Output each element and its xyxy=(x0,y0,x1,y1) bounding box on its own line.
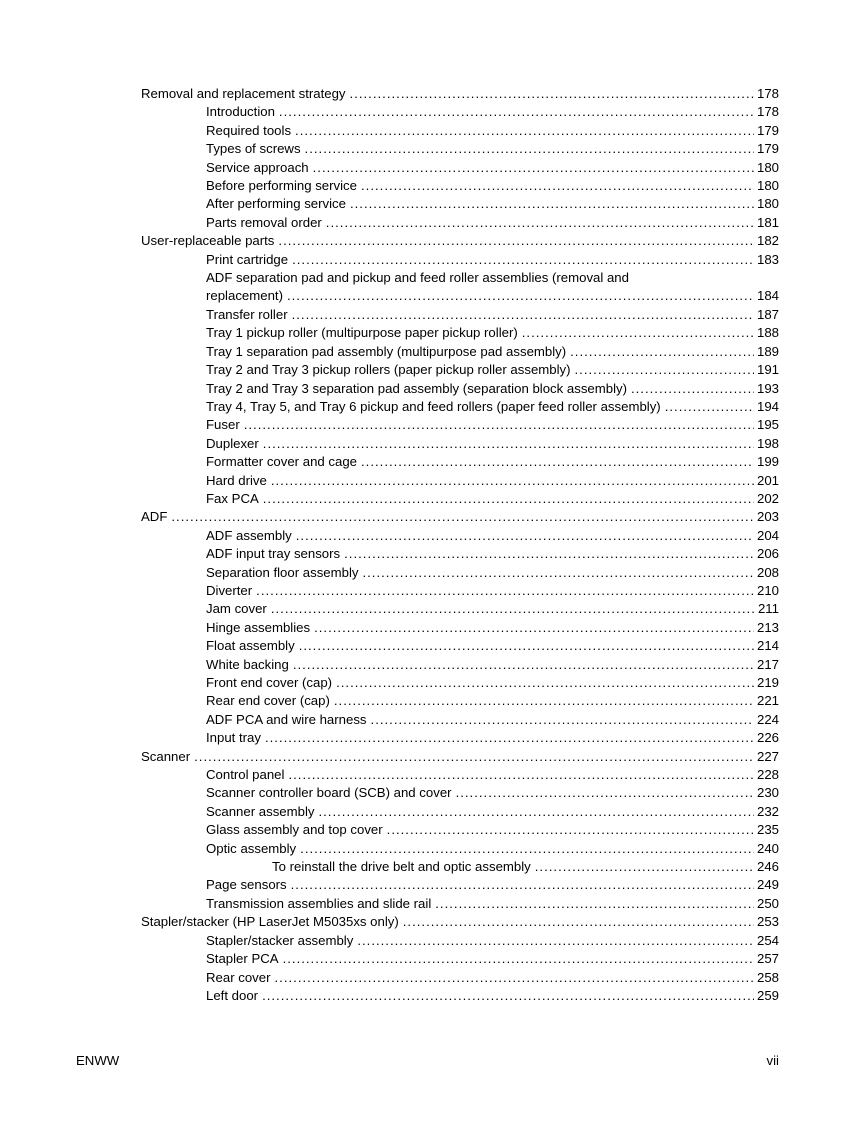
dot-leader xyxy=(361,177,754,195)
toc-entry-title: Float assembly xyxy=(206,638,295,654)
toc-entry[interactable] xyxy=(141,85,779,103)
toc-entry-page-number: 214 xyxy=(756,638,779,654)
toc-entry[interactable] xyxy=(141,766,779,784)
toc-entry-title: Optic assembly xyxy=(206,840,297,856)
toc-entry-title: Tray 4, Tray 5, and Tray 6 pickup and feed rollers (paper feed roller assembly) xyxy=(206,398,661,414)
toc-entry-page-number: 180 xyxy=(756,196,779,212)
dot-leader xyxy=(296,527,754,545)
toc-entry-title: Separation floor assembly xyxy=(206,564,359,580)
toc-entry-page-number: 201 xyxy=(756,472,779,488)
toc-entry-page-number: 224 xyxy=(756,711,779,727)
toc-entry-title: Stapler PCA xyxy=(206,951,279,967)
toc-entry[interactable] xyxy=(141,269,779,306)
toc-entry-page-number: 178 xyxy=(756,104,779,120)
dot-leader xyxy=(292,306,754,324)
dot-leader xyxy=(318,803,754,821)
dot-leader xyxy=(263,490,754,508)
toc-entry[interactable] xyxy=(141,195,779,213)
dot-leader xyxy=(265,729,754,747)
dot-leader xyxy=(665,398,754,416)
toc-entry-page-number: 184 xyxy=(756,288,779,304)
toc-entry[interactable] xyxy=(141,361,779,379)
dot-leader xyxy=(313,159,754,177)
toc-entry-page-number: 178 xyxy=(756,86,779,101)
toc-entry[interactable] xyxy=(141,251,779,269)
toc-entry-title: Print cartridge xyxy=(206,251,289,267)
toc-entry-title: Input tray xyxy=(206,730,261,746)
toc-entry[interactable] xyxy=(141,472,779,490)
toc-entry-page-number: 187 xyxy=(756,306,779,322)
toc-entry-page-number: 226 xyxy=(756,730,779,746)
toc-entry-title: Transfer roller xyxy=(206,306,288,322)
toc-entry[interactable] xyxy=(141,453,779,471)
toc-entry-page-number: 221 xyxy=(756,693,779,709)
toc-entry[interactable] xyxy=(141,490,779,508)
toc-entry[interactable] xyxy=(141,987,779,1005)
toc-entry-page-number: 259 xyxy=(756,987,779,1003)
toc-entry-title: Left door xyxy=(206,987,259,1003)
toc-entry-page-number: 191 xyxy=(756,362,779,378)
table-of-contents xyxy=(141,85,779,1005)
toc-entry-title: White backing xyxy=(206,656,289,672)
toc-entry-title: Parts removal order xyxy=(206,214,322,230)
toc-entry-title: Scanner xyxy=(141,748,191,764)
toc-entry[interactable] xyxy=(141,232,779,250)
toc-entry-page-number: 182 xyxy=(756,233,779,249)
toc-entry-page-number: 217 xyxy=(756,656,779,672)
toc-entry-title: Hard drive xyxy=(206,472,267,488)
dot-leader xyxy=(326,214,754,232)
dot-leader xyxy=(435,895,754,913)
dot-leader xyxy=(314,619,754,637)
toc-entry[interactable] xyxy=(141,122,779,140)
toc-entry[interactable] xyxy=(141,748,779,766)
toc-entry[interactable] xyxy=(141,729,779,747)
dot-leader xyxy=(362,564,754,582)
toc-entry-page-number: 179 xyxy=(756,122,779,138)
toc-entry-title: Duplexer xyxy=(206,435,259,451)
toc-entry-title: Removal and replacement strategy xyxy=(141,86,346,101)
toc-entry-title: Tray 1 separation pad assembly (multipurpose pad assembly) xyxy=(206,343,567,359)
toc-entry-title: Before performing service xyxy=(206,178,357,194)
toc-entry-title: Transmission assemblies and slide rail xyxy=(206,895,432,911)
dot-leader xyxy=(244,416,754,434)
toc-entry-page-number: 211 xyxy=(757,601,779,617)
dot-leader xyxy=(292,251,754,269)
dot-leader xyxy=(305,140,754,158)
dot-leader xyxy=(570,343,754,361)
dot-leader xyxy=(456,784,754,802)
footer-publisher-code: ENWW xyxy=(76,1053,120,1068)
toc-entry[interactable] xyxy=(141,637,779,655)
toc-entry[interactable] xyxy=(141,435,779,453)
toc-entry[interactable] xyxy=(141,343,779,361)
toc-entry[interactable] xyxy=(141,656,779,674)
dot-leader xyxy=(287,287,754,305)
toc-entry-page-number: 232 xyxy=(756,803,779,819)
dot-leader xyxy=(263,435,754,453)
toc-entry-page-number: 249 xyxy=(756,877,779,893)
dot-leader xyxy=(631,380,754,398)
toc-entry-title-continued: replacement) xyxy=(206,288,283,304)
toc-entry-title: Hinge assemblies xyxy=(206,619,311,635)
toc-entry[interactable] xyxy=(141,895,779,913)
dot-leader xyxy=(387,821,754,839)
toc-entry-page-number: 188 xyxy=(756,325,779,341)
toc-entry-page-number: 208 xyxy=(756,564,779,580)
toc-entry-page-number: 193 xyxy=(756,380,779,396)
dot-leader xyxy=(403,913,754,931)
toc-entry[interactable] xyxy=(141,619,779,637)
toc-entry-title: Introduction xyxy=(206,104,275,120)
toc-entry[interactable] xyxy=(141,582,779,600)
toc-entry-page-number: 183 xyxy=(756,251,779,267)
toc-entry[interactable] xyxy=(141,600,779,618)
toc-entry-title: To reinstall the drive belt and optic assembly xyxy=(272,859,531,875)
toc-entry-page-number: 202 xyxy=(756,490,779,506)
toc-entry-title: ADF PCA and wire harness xyxy=(206,711,367,727)
toc-entry[interactable] xyxy=(141,932,779,950)
toc-entry-page-number: 195 xyxy=(756,417,779,433)
toc-entry[interactable] xyxy=(141,821,779,839)
toc-entry-title: ADF input tray sensors xyxy=(206,546,341,562)
toc-entry[interactable] xyxy=(141,103,779,121)
toc-entry-title: Fuser xyxy=(206,417,240,433)
dot-leader xyxy=(350,85,754,103)
toc-entry-page-number: 180 xyxy=(756,178,779,194)
toc-entry-title: Front end cover (cap) xyxy=(206,675,333,690)
dot-leader xyxy=(344,545,754,563)
toc-entry-title: Stapler/stacker (HP LaserJet M5035xs only) xyxy=(141,914,399,930)
toc-entry[interactable] xyxy=(141,508,779,526)
toc-entry-title: User-replaceable parts xyxy=(141,233,275,249)
toc-entry[interactable] xyxy=(141,674,779,692)
toc-entry-page-number: 257 xyxy=(756,951,779,967)
dot-leader xyxy=(262,987,754,1005)
dot-leader xyxy=(336,674,754,692)
toc-entry[interactable] xyxy=(141,398,779,416)
toc-entry-title: Diverter xyxy=(206,582,253,598)
toc-entry-page-number: 199 xyxy=(756,454,779,470)
toc-entry-page-number: 179 xyxy=(756,141,779,157)
toc-entry-title: After performing service xyxy=(206,196,346,212)
toc-entry-page-number: 181 xyxy=(756,214,779,230)
toc-entry[interactable] xyxy=(141,527,779,545)
toc-entry-page-number: 227 xyxy=(756,748,779,764)
toc-entry-title: Scanner assembly xyxy=(206,803,315,819)
toc-entry-page-number: 254 xyxy=(756,932,779,948)
toc-entry[interactable] xyxy=(141,969,779,987)
dot-leader xyxy=(293,656,754,674)
dot-leader xyxy=(288,766,754,784)
toc-entry-page-number: 203 xyxy=(756,509,779,525)
toc-entry[interactable] xyxy=(141,913,779,931)
toc-entry-title: Glass assembly and top cover xyxy=(206,822,383,838)
toc-entry[interactable] xyxy=(141,214,779,232)
toc-entry-title: Service approach xyxy=(206,159,309,175)
toc-entry-page-number: 258 xyxy=(756,969,779,985)
dot-leader xyxy=(256,582,754,600)
toc-entry-page-number: 210 xyxy=(756,582,779,598)
dot-leader xyxy=(279,103,754,121)
toc-entry-title: Tray 2 and Tray 3 separation pad assembly (separation block assembly) xyxy=(206,380,627,396)
toc-entry-page-number: 246 xyxy=(756,859,779,875)
toc-entry-page-number: 189 xyxy=(756,343,779,359)
toc-entry-page-number: 230 xyxy=(756,785,779,801)
toc-entry[interactable] xyxy=(141,876,779,894)
toc-entry-title: ADF separation pad and pickup and feed roller assemblies (removal and xyxy=(206,270,629,286)
toc-entry-page-number: 194 xyxy=(756,398,779,414)
dot-leader xyxy=(283,950,754,968)
dot-leader xyxy=(295,122,754,140)
dot-leader xyxy=(334,692,754,710)
toc-entry[interactable] xyxy=(141,950,779,968)
toc-entry[interactable] xyxy=(141,324,779,342)
dot-leader xyxy=(271,600,755,618)
toc-entry[interactable] xyxy=(141,784,779,802)
toc-entry-title: Formatter cover and cage xyxy=(206,454,357,470)
toc-entry-title: Jam cover xyxy=(206,601,267,617)
dot-leader xyxy=(371,711,754,729)
toc-entry[interactable] xyxy=(141,177,779,195)
toc-entry-page-number: 180 xyxy=(756,159,779,175)
dot-leader xyxy=(522,324,754,342)
toc-entry-title: Scanner controller board (SCB) and cover xyxy=(206,785,452,801)
toc-entry-page-number: 213 xyxy=(756,619,779,635)
toc-entry-page-number: 198 xyxy=(756,435,779,451)
dot-leader xyxy=(299,637,754,655)
dot-leader xyxy=(278,232,754,250)
toc-entry-title: ADF xyxy=(141,509,168,525)
toc-entry-page-number: 240 xyxy=(756,840,779,856)
toc-entry-title: Rear end cover (cap) xyxy=(206,693,330,709)
toc-entry-title: ADF assembly xyxy=(206,527,292,543)
dot-leader xyxy=(357,932,754,950)
toc-entry-title: Types of screws xyxy=(206,141,301,157)
toc-entry[interactable] xyxy=(141,416,779,434)
toc-entry-page-number: 253 xyxy=(756,914,779,930)
toc-entry[interactable] xyxy=(141,711,779,729)
dot-leader xyxy=(271,472,754,490)
toc-entry[interactable] xyxy=(141,858,779,876)
toc-entry[interactable] xyxy=(141,545,779,563)
toc-entry-title: Required tools xyxy=(206,122,292,138)
toc-entry-title: Tray 2 and Tray 3 pickup rollers (paper pickup roller assembly) xyxy=(206,362,571,378)
toc-entry[interactable] xyxy=(141,380,779,398)
dot-leader xyxy=(291,876,754,894)
dot-leader xyxy=(575,361,754,379)
toc-entry-title: Control panel xyxy=(206,767,285,783)
toc-entry-title: Rear cover xyxy=(206,969,271,985)
toc-entry[interactable] xyxy=(141,159,779,177)
dot-leader xyxy=(171,508,754,526)
dot-leader xyxy=(300,840,754,858)
footer-page-number: vii xyxy=(766,1053,779,1068)
toc-entry-title: Page sensors xyxy=(206,877,287,893)
dot-leader xyxy=(535,858,754,876)
toc-entry[interactable] xyxy=(141,840,779,858)
toc-entry-title: Tray 1 pickup roller (multipurpose paper pickup roller) xyxy=(206,325,518,341)
toc-entry[interactable] xyxy=(141,803,779,821)
toc-entry-title: Stapler/stacker assembly xyxy=(206,932,354,948)
toc-entry-page-number: 206 xyxy=(756,546,779,562)
dot-leader xyxy=(350,195,754,213)
toc-entry[interactable] xyxy=(141,306,779,324)
toc-entry[interactable] xyxy=(141,564,779,582)
toc-entry-page-number: 250 xyxy=(756,895,779,911)
toc-entry[interactable] xyxy=(141,692,779,710)
dot-leader xyxy=(194,748,754,766)
toc-entry-page-number: 219 xyxy=(756,675,779,690)
toc-entry-page-number: 204 xyxy=(756,527,779,543)
toc-entry-title: Fax PCA xyxy=(206,490,259,506)
dot-leader xyxy=(361,453,754,471)
toc-entry[interactable] xyxy=(141,140,779,158)
toc-entry-page-number: 228 xyxy=(756,767,779,783)
toc-entry-page-number: 235 xyxy=(756,822,779,838)
dot-leader xyxy=(275,969,754,987)
